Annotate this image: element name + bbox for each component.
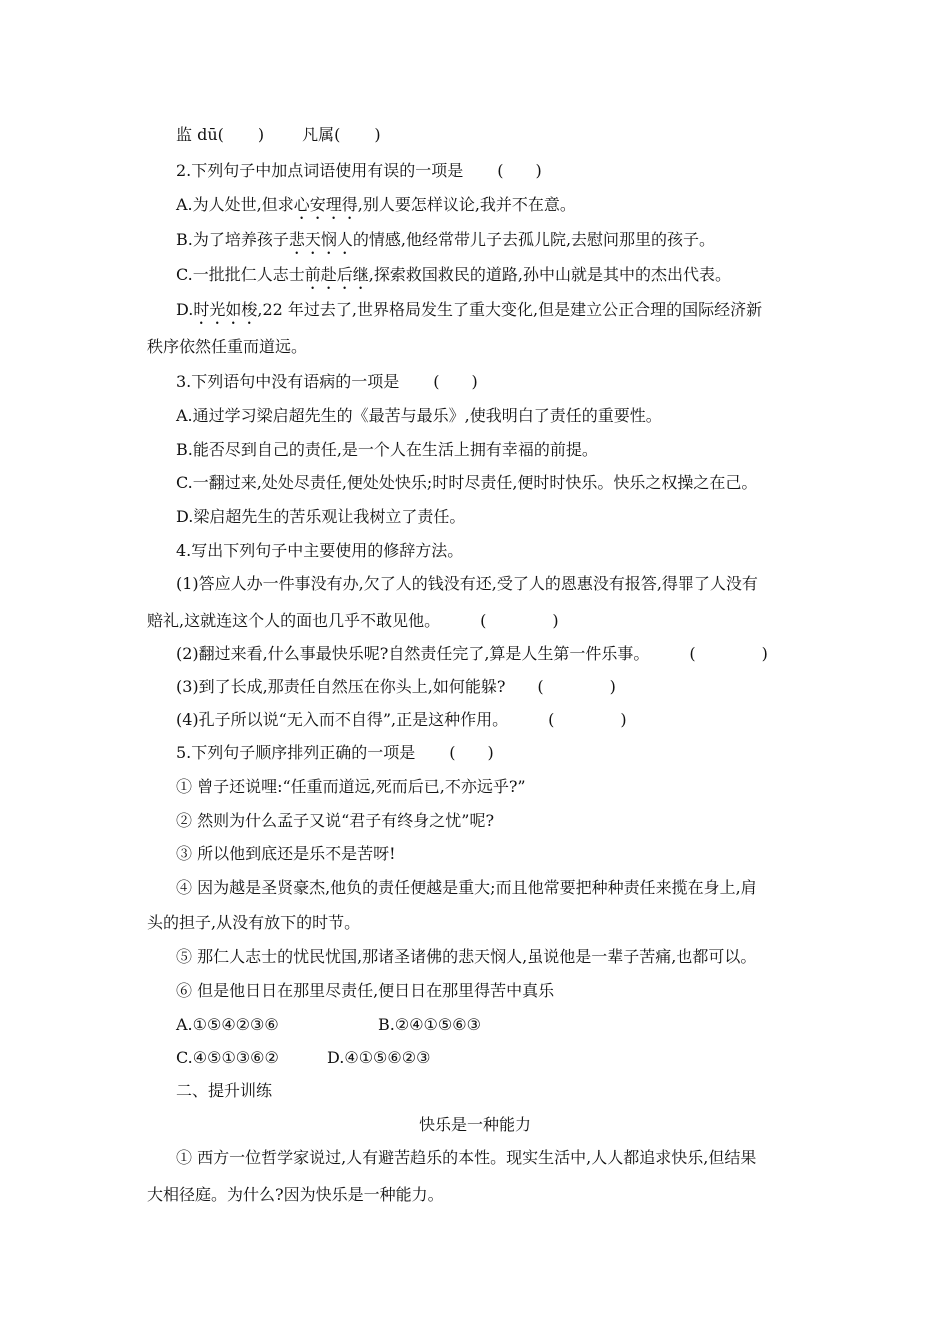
item-4-4: (4)孔子所以说“无入而不自得”,正是这种作用。 ( )	[176, 710, 627, 729]
section-heading: 二、提升训练	[176, 1081, 273, 1100]
pinyin-item-2: 凡属(	[302, 125, 341, 144]
answer-blank: ( )	[449, 743, 494, 762]
dotted-word: 心安理得	[293, 195, 358, 214]
item-4-2: (2)翻过来看,什么事最快乐呢?自然责任完了,算是人生第一件乐事。 ( )	[176, 644, 768, 663]
dotted-word: 前赴后继	[304, 265, 369, 284]
sentence-4: ④ 因为越是圣贤豪杰,他负的责任便越是重大;而且他常要把种种责任来揽在身上,肩	[176, 878, 757, 897]
option-5a: A.①⑤④②③⑥	[176, 1015, 279, 1034]
sentence-4-cont: 头的担子,从没有放下的时节。	[147, 913, 361, 932]
item-4-1-cont: 赔礼,这就连这个人的面也几乎不敢见他。 ( )	[147, 611, 559, 630]
option-3d: D.梁启超先生的苦乐观让我树立了责任。	[176, 507, 466, 526]
blank-close-1: )	[257, 125, 265, 144]
answer-blank: ( )	[497, 161, 542, 180]
article-title: 快乐是一种能力	[418, 1115, 531, 1134]
question-4: 4.写出下列句子中主要使用的修辞方法。	[176, 541, 464, 560]
option-2c: C.一批批仁人志士前赴后继,探索救国救民的道路,孙中山就是其中的杰出代表。	[176, 265, 731, 284]
option-2b: B.为了培养孩子悲天悯人的情感,他经常带儿子去孤儿院,去慰问那里的孩子。	[176, 230, 716, 249]
option-5b: B.②④①⑤⑥③	[378, 1015, 481, 1034]
dotted-word: 时光如梭	[193, 300, 258, 319]
option-3a: A.通过学习梁启超先生的《最苦与最乐》,使我明白了责任的重要性。	[176, 406, 662, 425]
item-4-1: (1)答应人办一件事没有办,欠了人的钱没有还,受了人的恩惠没有报答,得罪了人没有	[176, 574, 758, 593]
question-5: 5.下列句子顺序排列正确的一项是 ( )	[176, 743, 494, 762]
question-2: 2.下列句子中加点词语使用有误的一项是 ( )	[176, 161, 542, 180]
blank-close-2: )	[374, 125, 381, 144]
pinyin-fill-line	[176, 124, 381, 146]
option-5c: C.④⑤①③⑥②	[176, 1048, 279, 1067]
sentence-5: ⑤ 那仁人志士的忧民忧国,那诸圣诸佛的悲天悯人,虽说他是一辈子苦痛,也都可以。	[176, 947, 757, 966]
paragraph-1: ① 西方一位哲学家说过,人有避苦趋乐的本性。现实生活中,人人都追求快乐,但结果	[176, 1148, 757, 1167]
sentence-1: ① 曾子还说哩:“任重而道远,死而后已,不亦远乎?”	[176, 777, 526, 796]
sentence-3: ③ 所以他到底还是乐不是苦呀!	[176, 844, 396, 863]
option-3b: B.能否尽到自己的责任,是一个人在生活上拥有幸福的前提。	[176, 440, 598, 459]
sentence-6: ⑥ 但是他日日在那里尽责任,便日日在那里得苦中真乐	[176, 981, 555, 1000]
answer-blank: ( )	[433, 372, 478, 391]
option-2a: A.为人处世,但求心安理得,别人要怎样议论,我并不在意。	[176, 195, 576, 214]
item-4-3: (3)到了长成,那责任自然压在你头上,如何能躲? ( )	[176, 677, 616, 696]
pinyin-item-1: 监 dū(	[176, 125, 224, 144]
option-3c: C.一翻过来,处处尽责任,便处处快乐;时时尽责任,便时时快乐。快乐之权操之在己。	[176, 473, 758, 492]
question-3: 3.下列语句中没有语病的一项是 ( )	[176, 372, 478, 391]
sentence-2: ② 然则为什么孟子又说“君子有终身之忧”呢?	[176, 811, 495, 830]
dotted-word: 悲天悯人	[288, 230, 353, 249]
paragraph-1-cont: 大相径庭。为什么?因为快乐是一种能力。	[147, 1185, 444, 1204]
option-2d: D.时光如梭,22 年过去了,世界格局发生了重大变化,但是建立公正合理的国际经济新	[176, 300, 763, 319]
option-2d-cont: 秩序依然任重而道远。	[147, 337, 308, 356]
option-5d: D.④①⑤⑥②③	[327, 1048, 431, 1067]
